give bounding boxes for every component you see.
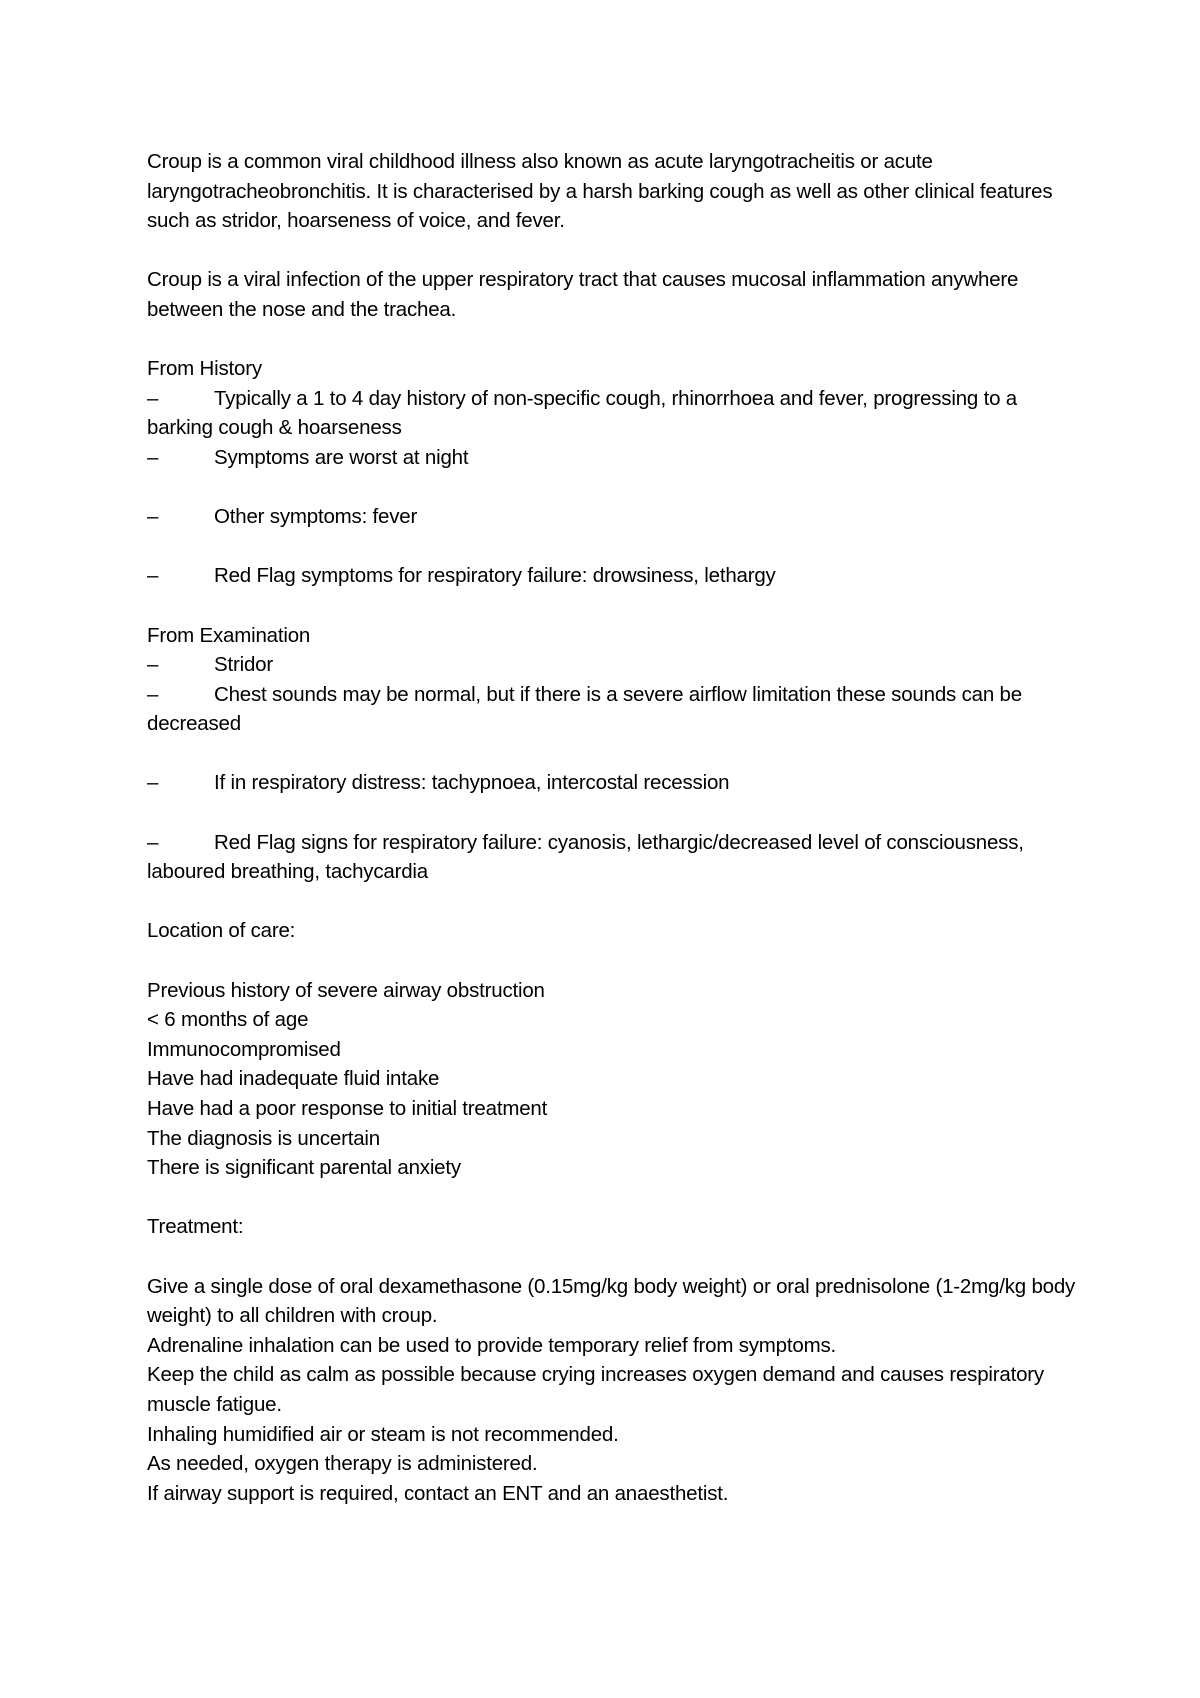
dash-marker: – [147,771,159,795]
treatment-item: Give a single dose of oral dexamethasone (0.15mg/kg body weight) or oral prednisolone (1-2mg/kg body weight) to all children with croup. [147,1274,1076,1328]
examination-item: – Stridor [147,650,1087,680]
examination-item: – Red Flag signs for respiratory failure: cyanosis, lethargic/decreased level of consciousness, laboured breathing, tachycardia [147,828,1087,887]
treatment-item: As needed, oxygen therapy is administered. [147,1452,538,1476]
location-heading: Location of care: [147,919,296,943]
dash-marker: – [147,505,159,529]
treatment-item: If airway support is required, contact an ENT and an anaesthetist. [147,1481,729,1505]
history-heading: From History [147,357,262,381]
examination-item: – If in respiratory distress: tachypnoea, intercostal recession [147,768,1087,798]
dash-marker: – [147,445,159,469]
treatment-item: Adrenaline inhalation can be used to provide temporary relief from symptoms. [147,1333,836,1357]
dash-marker: – [147,830,159,854]
intro-paragraph-1: Croup is a common viral childhood illness also known as acute laryngotracheitis or acute laryngotracheobronchitis. It is characterised by a harsh barking cough as well as other clinical features such as stridor, hoarseness of voice, and fever. [147,150,1053,233]
dash-marker: – [147,682,159,706]
location-item: Previous history of severe airway obstruction [147,978,545,1002]
history-item: – Other symptoms: fever [147,502,1087,532]
location-item: Have had a poor response to initial treatment [147,1097,548,1120]
treatment-item: Inhaling humidified air or steam is not recommended. [147,1422,619,1446]
treatment-item: Keep the child as calm as possible because crying increases oxygen demand and causes respiratory muscle fatigue. [147,1363,1044,1416]
dash-marker: – [147,386,159,410]
dash-marker: – [147,564,159,588]
examination-heading: From Examination [147,623,311,647]
location-item: Immunocompromised [147,1037,341,1061]
document-page [147,147,1087,1508]
treatment-heading: Treatment: [147,1215,244,1239]
location-item: There is significant parental anxiety [147,1156,461,1180]
dash-marker: – [147,653,159,677]
history-item: – Typically a 1 to 4 day history of non-specific cough, rhinorrhoea and fever, progressing to a barking cough & hoarseness [147,384,1087,443]
location-item: Have had inadequate fluid intake [147,1067,440,1091]
location-item: The diagnosis is uncertain [147,1126,380,1150]
examination-item: – Chest sounds may be normal, but if there is a severe airflow limitation these sounds can be decreased [147,680,1087,739]
history-item: – Red Flag symptoms for respiratory failure: drowsiness, lethargy [147,561,1087,591]
location-item: < 6 months of age [147,1008,309,1032]
intro-paragraph-2: Croup is a viral infection of the upper respiratory tract that causes mucosal inflammation anywhere between the nose and the trachea. [147,268,1019,321]
history-item: – Symptoms are worst at night [147,443,1087,473]
